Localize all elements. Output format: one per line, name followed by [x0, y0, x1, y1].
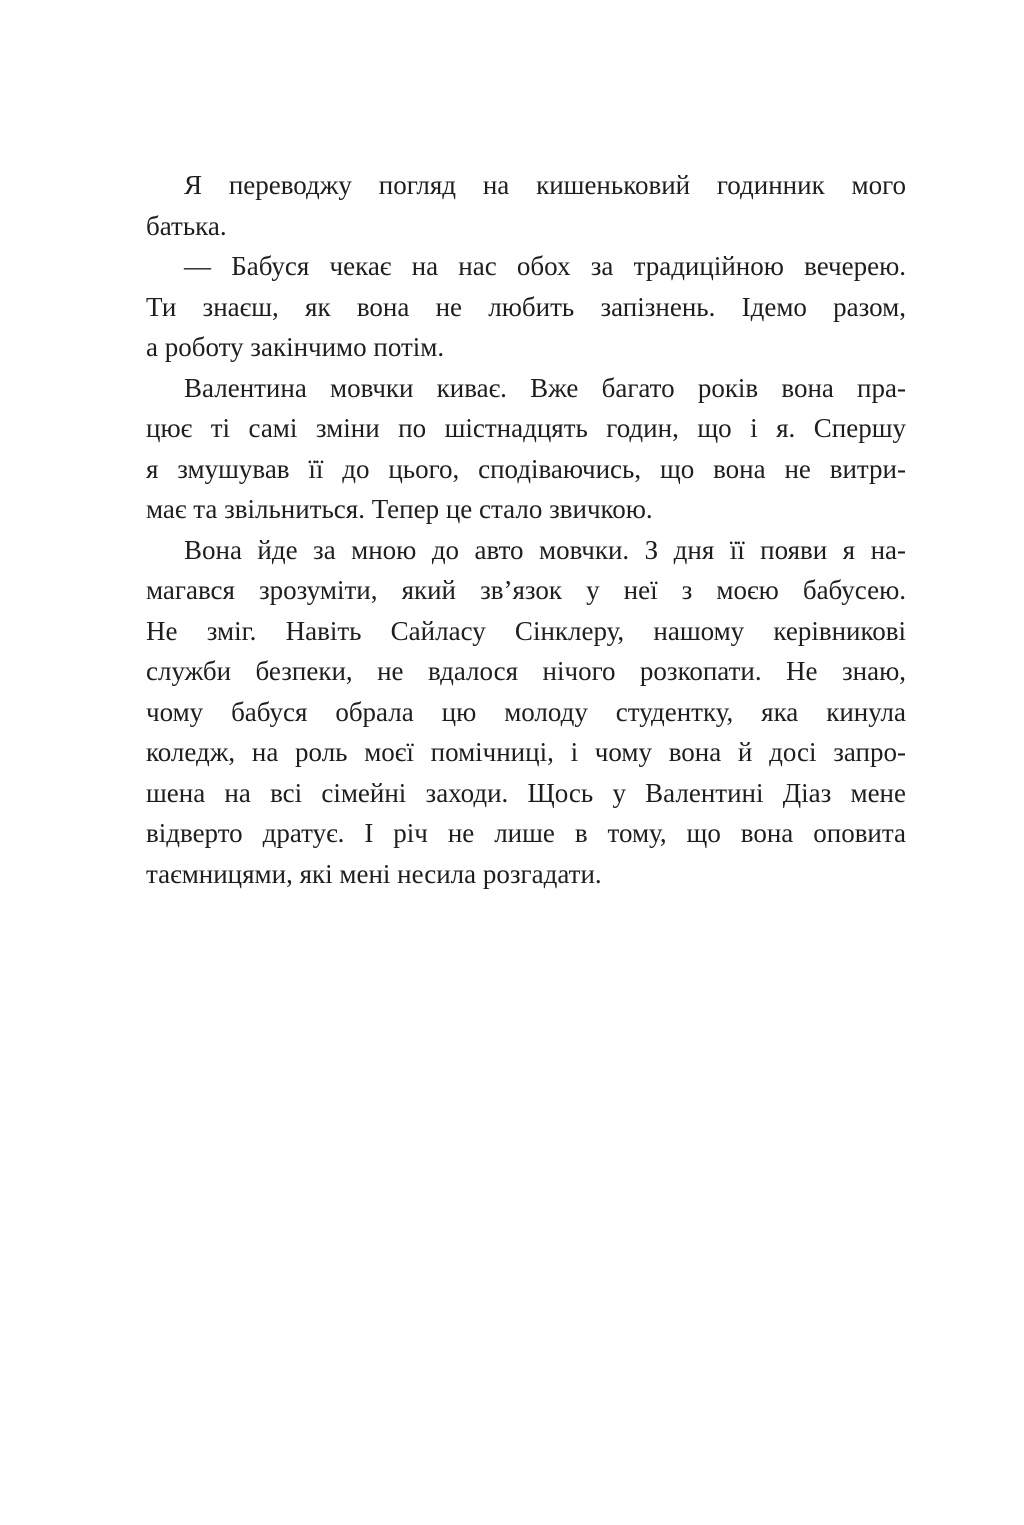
text-line: Валентина мовчки киває. Вже багато років вона пра-: [184, 372, 906, 403]
text-line: відверто дратує. І річ не лише в тому, що вона оповита: [146, 818, 906, 848]
text-line: — Бабуся чекає на нас обох за традиційною вечерею.: [184, 251, 906, 281]
page-text: [146, 165, 906, 894]
paragraph: [146, 246, 906, 368]
text-line: а роботу закінчимо потім.: [146, 332, 445, 362]
text-line: я змушував її до цього, сподіваючись, що вона не витри-: [146, 453, 906, 484]
text-line: цює ті самі зміни по шістнадцять годин, що і я. Спершу: [146, 413, 906, 443]
paragraph: [146, 165, 906, 246]
text-line: чому бабуся обрала цю молоду студентку, яка кинула: [146, 696, 906, 727]
text-line: Не зміг. Навіть Сайласу Сінклеру, нашому керівникові: [146, 615, 906, 646]
text-line: батька.: [146, 210, 227, 241]
text-line: Ти знаєш, як вона не любить запізнень. Ідемо разом,: [146, 291, 906, 322]
paragraph: [146, 530, 906, 895]
text-line: Я переводжу погляд на кишеньковий годинник мого: [184, 170, 906, 200]
text-line: має та звільниться. Тепер це стало звичкою.: [146, 494, 653, 524]
text-line: служби безпеки, не вдалося нічого розкопати. Не знаю,: [146, 656, 906, 686]
text-line: шена на всі сімейні заходи. Щось у Валентині Діаз мене: [146, 777, 906, 808]
text-line: Вона йде за мною до авто мовчки. З дня її появи я на-: [184, 534, 906, 565]
text-line: магався зрозуміти, який зв’язок у неї з моєю бабусею.: [146, 575, 906, 605]
text-line: коледж, на роль моєї помічниці, і чому вона й досі запро-: [146, 737, 906, 767]
text-line: таємницями, які мені несила розгадати.: [146, 858, 602, 889]
paragraph: [146, 368, 906, 530]
